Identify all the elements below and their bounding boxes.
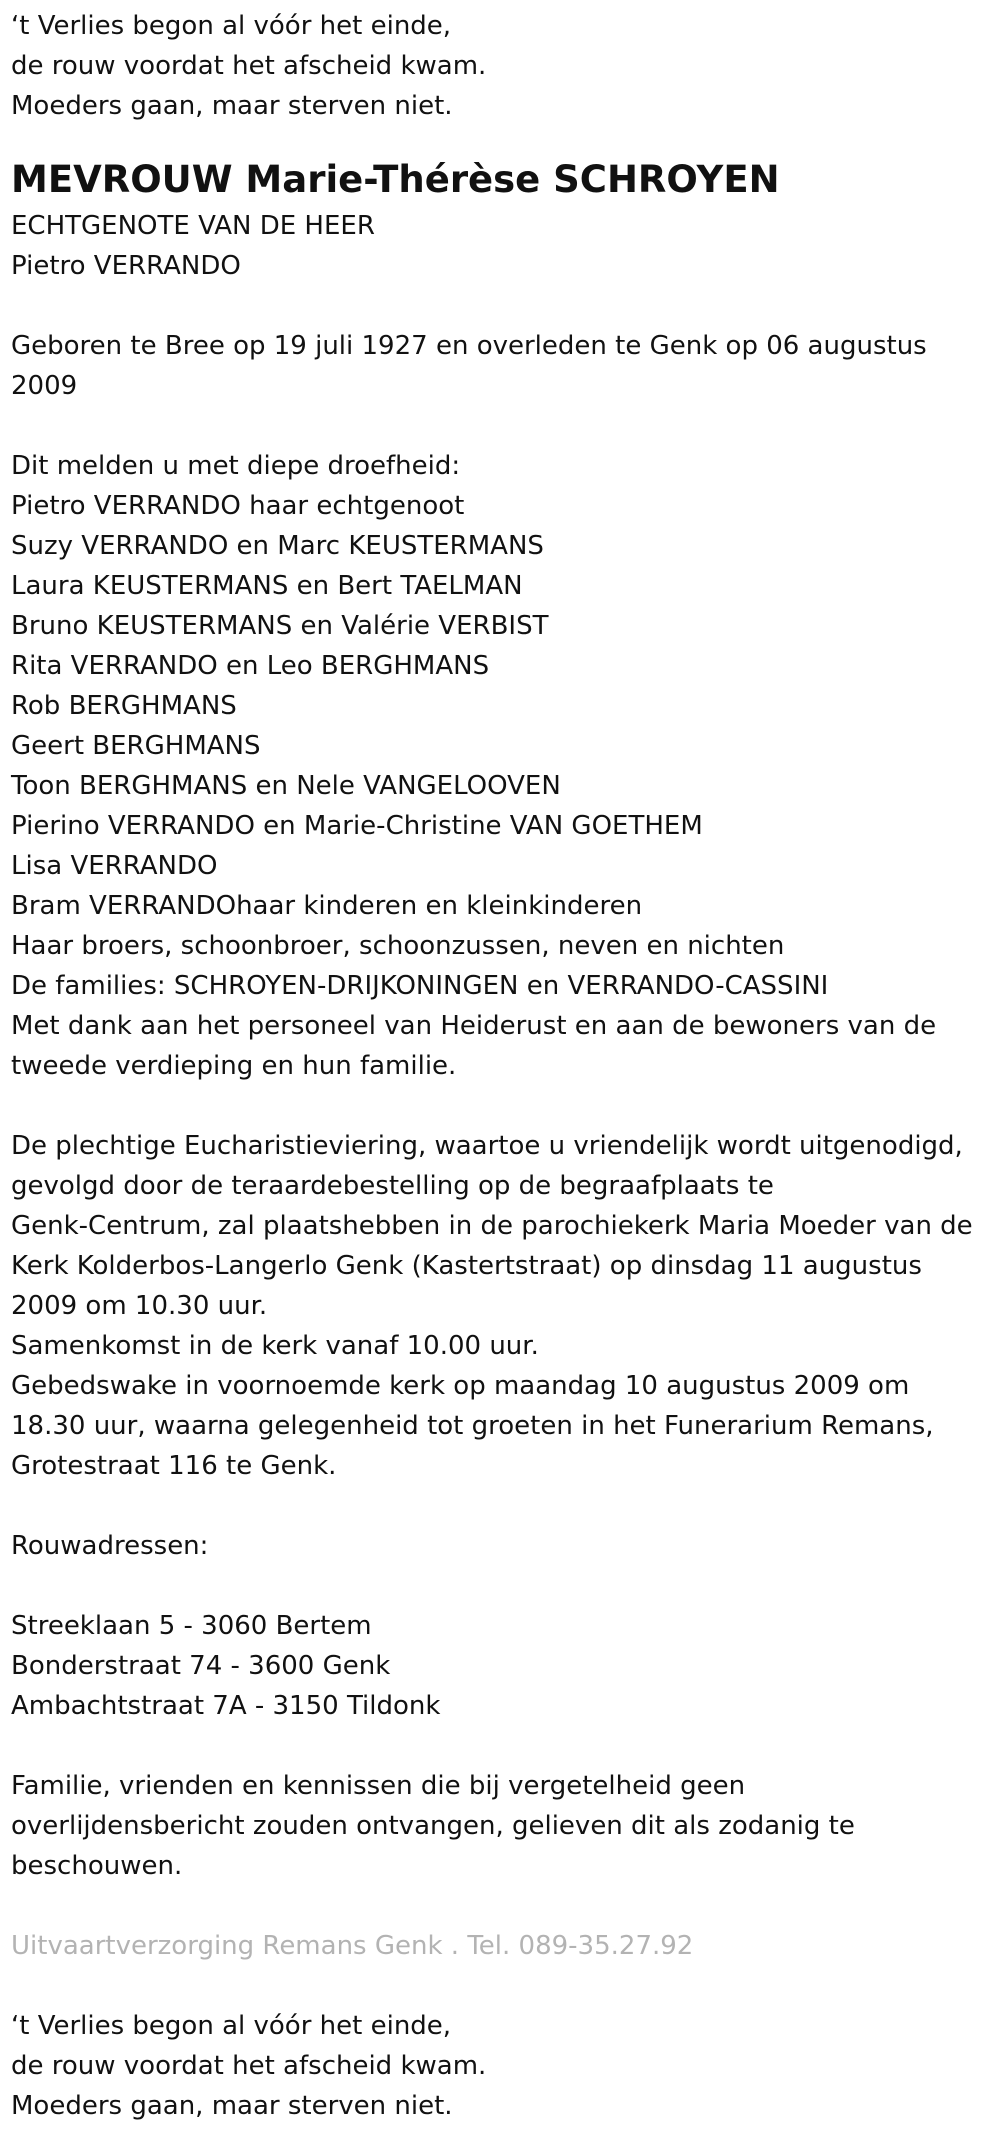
- family-line: Geert BERGHMANS: [11, 731, 261, 761]
- poem-line: de rouw voordat het afscheid kwam.: [11, 51, 487, 81]
- family-line: Dit melden u met diepe droefheid:: [11, 451, 461, 481]
- birth-death-block: [11, 326, 989, 406]
- family-line: Rita VERRANDO en Leo BERGHMANS: [11, 651, 490, 681]
- poem-line: de rouw voordat het afscheid kwam.: [11, 2051, 487, 2081]
- birth-death-line: 2009: [11, 371, 78, 401]
- ceremony-line: Kerk Kolderbos-Langerlo Genk (Kastertstraat) op dinsdag 11 augustus: [11, 1251, 922, 1281]
- address-line: Bonderstraat 74 - 3600 Genk: [11, 1651, 391, 1681]
- address-line: Streeklaan 5 - 3060 Bertem: [11, 1611, 372, 1641]
- family-line: Lisa VERRANDO: [11, 851, 218, 881]
- ceremony-line: Grotestraat 116 te Genk.: [11, 1451, 337, 1481]
- ceremony-line: Genk-Centrum, zal plaatshebben in de parochiekerk Maria Moeder van de: [11, 1211, 973, 1241]
- ceremony-block: [11, 1126, 989, 1486]
- family-line: De families: SCHROYEN-DRIJKONINGEN en VERRANDO-CASSINI: [11, 971, 829, 1001]
- family-line: tweede verdieping en hun familie.: [11, 1051, 457, 1081]
- family-line: Laura KEUSTERMANS en Bert TAELMAN: [11, 571, 523, 601]
- family-line: Met dank aan het personeel van Heiderust en aan de bewoners van de: [11, 1011, 937, 1041]
- birth-death-line: Geboren te Bree op 19 juli 1927 en overleden te Genk op 06 augustus: [11, 331, 927, 361]
- family-line: Suzy VERRANDO en Marc KEUSTERMANS: [11, 531, 544, 561]
- address-line: Ambachtstraat 7A - 3150 Tildonk: [11, 1691, 441, 1721]
- spouse-line: ECHTGENOTE VAN DE HEER: [11, 211, 375, 241]
- addresses-block: [11, 1606, 989, 1726]
- ceremony-line: Gebedswake in voornoemde kerk op maandag 10 augustus 2009 om: [11, 1371, 910, 1401]
- ceremony-line: 18.30 uur, waarna gelegenheid tot groeten in het Funerarium Remans,: [11, 1411, 934, 1441]
- ceremony-line: Samenkomst in de kerk vanaf 10.00 uur.: [11, 1331, 539, 1361]
- family-line: Rob BERGHMANS: [11, 691, 237, 721]
- deceased-name-heading: MEVROUW Marie-Thérèse SCHROYEN: [11, 158, 780, 201]
- family-line: Haar broers, schoonbroer, schoonzussen, neven en nichten: [11, 931, 785, 961]
- notice-block: [11, 1766, 989, 1886]
- notice-line: overlijdensbericht zouden ontvangen, gelieven dit als zodanig te: [11, 1811, 855, 1841]
- notice-line: Familie, vrienden en kennissen die bij vergetelheid geen: [11, 1771, 746, 1801]
- funeral-home-line: Uitvaartverzorging Remans Genk . Tel. 089-35.27.92: [11, 1931, 694, 1961]
- ceremony-line: 2009 om 10.30 uur.: [11, 1291, 268, 1321]
- family-line: Pietro VERRANDO haar echtgenoot: [11, 491, 465, 521]
- addresses-label: Rouwadressen:: [11, 1531, 209, 1561]
- poem-line: ‘t Verlies begon al vóór het einde,: [11, 2011, 452, 2041]
- family-line: Pierino VERRANDO en Marie-Christine VAN GOETHEM: [11, 811, 703, 841]
- poem-line: Moeders gaan, maar sterven niet.: [11, 91, 453, 121]
- spouse-line: Pietro VERRANDO: [11, 251, 241, 281]
- notice-line: beschouwen.: [11, 1851, 183, 1881]
- ceremony-line: De plechtige Eucharistieviering, waartoe u vriendelijk wordt uitgenodigd,: [11, 1131, 963, 1161]
- poem-line: ‘t Verlies begon al vóór het einde,: [11, 11, 452, 41]
- family-block: [11, 446, 989, 1086]
- poem-bottom: [11, 2006, 989, 2126]
- spouse-block: [11, 206, 989, 286]
- family-line: Bruno KEUSTERMANS en Valérie VERBIST: [11, 611, 549, 641]
- poem-line: Moeders gaan, maar sterven niet.: [11, 2091, 453, 2121]
- ceremony-line: gevolgd door de teraardebestelling op de begraafplaats te: [11, 1171, 774, 1201]
- poem-top: [11, 6, 989, 126]
- family-line: Bram VERRANDOhaar kinderen en kleinkinderen: [11, 891, 643, 921]
- family-line: Toon BERGHMANS en Nele VANGELOOVEN: [11, 771, 561, 801]
